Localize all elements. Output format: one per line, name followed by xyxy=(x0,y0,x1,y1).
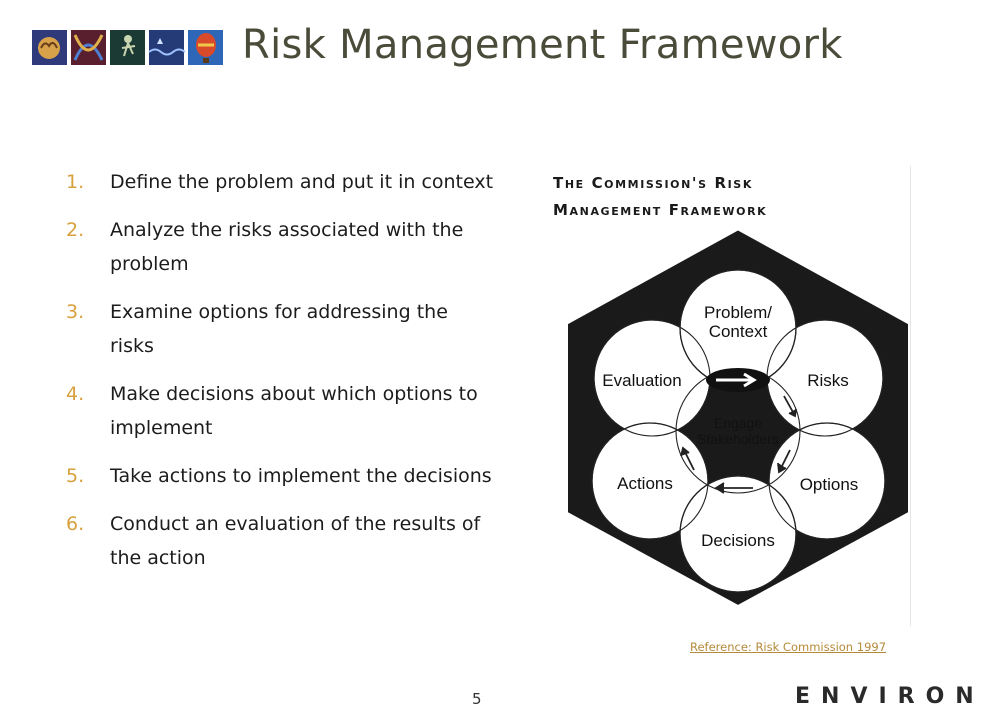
node-label-decisions: Decisions xyxy=(701,531,775,550)
step-number: 5. xyxy=(66,465,85,487)
node-label-problem-line1: Problem/ xyxy=(703,303,773,322)
list-item xyxy=(66,507,496,575)
diagram-title-line2: Management Framework xyxy=(553,201,768,219)
node-label-options: Options xyxy=(799,475,859,494)
page-title: Risk Management Framework xyxy=(242,22,843,68)
step-text: Conduct an evaluation of the results of the action xyxy=(110,513,481,569)
list-item xyxy=(66,295,496,363)
step-text: Make decisions about which options to implement xyxy=(110,383,478,439)
step-number: 2. xyxy=(66,219,85,241)
page-number: 5 xyxy=(472,690,482,708)
step-number: 6. xyxy=(66,513,85,535)
node-label-problem-line2: Context xyxy=(708,322,768,341)
brain-thumbnail-icon xyxy=(32,30,67,65)
node-label-evaluation: Evaluation xyxy=(602,371,682,390)
water-thumbnail-icon xyxy=(149,30,184,65)
list-item xyxy=(66,377,496,445)
framework-figure xyxy=(538,166,911,626)
step-text: Analyze the risks associated with the problem xyxy=(110,219,464,275)
node-label-center-line1: Engage xyxy=(713,415,763,431)
framework-diagram xyxy=(538,166,910,626)
step-number: 4. xyxy=(66,383,85,405)
environ-logo: ENVIRON xyxy=(795,684,985,709)
figure-thumbnail-icon xyxy=(110,30,145,65)
step-text: Examine options for addressing the risks xyxy=(110,301,448,357)
dna-thumbnail-icon xyxy=(71,30,106,65)
header-thumbnails xyxy=(32,30,223,65)
reference-link[interactable]: Reference: Risk Commission 1997 xyxy=(690,640,887,654)
diagram-title xyxy=(553,170,767,224)
step-text: Define the problem and put it in context xyxy=(110,171,494,193)
framework-steps-list xyxy=(66,165,496,589)
diagram-title-line1: The Commission's Risk xyxy=(553,174,753,192)
list-item xyxy=(66,165,496,199)
node-label-actions: Actions xyxy=(617,474,673,493)
node-label-center-line2: Stakeholders xyxy=(697,431,779,447)
balloon-thumbnail-icon xyxy=(188,30,223,65)
step-number: 3. xyxy=(66,301,85,323)
list-item xyxy=(66,213,496,281)
node-label-risks: Risks xyxy=(807,371,849,390)
list-item xyxy=(66,459,496,493)
step-text: Take actions to implement the decisions xyxy=(110,465,492,487)
step-number: 1. xyxy=(66,171,85,193)
